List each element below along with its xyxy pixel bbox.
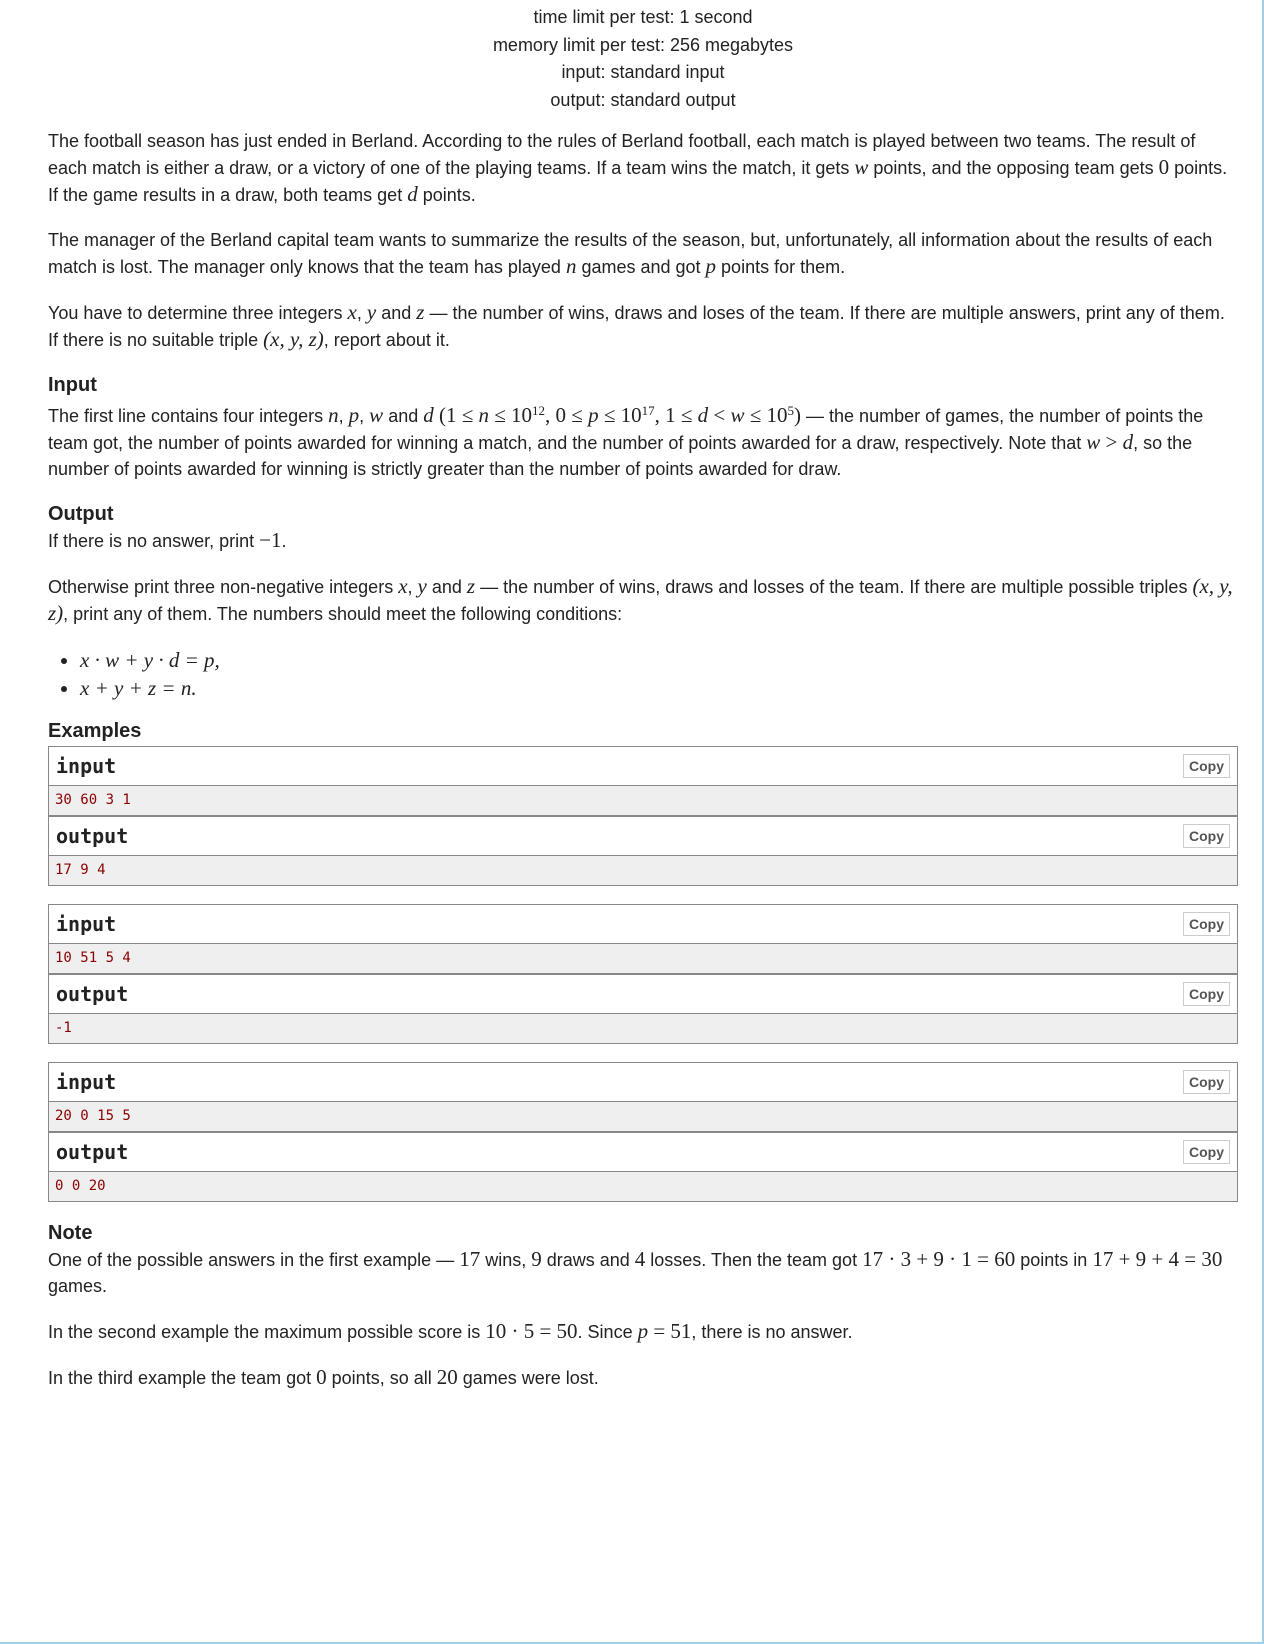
math: p <box>637 1319 649 1343</box>
text: points, so all <box>326 1368 437 1388</box>
math: x <box>398 574 408 598</box>
text: games and got <box>576 257 706 277</box>
output-header <box>49 816 1237 856</box>
math: n <box>565 254 577 278</box>
math: y <box>417 574 427 598</box>
input-header <box>49 747 1237 786</box>
text: points in <box>1015 1250 1093 1270</box>
text: wins, <box>480 1250 532 1270</box>
sample-output: -1 <box>49 1014 1237 1043</box>
math: , 1 ≤ <box>654 403 698 427</box>
text: games were lost. <box>457 1368 599 1388</box>
text: and <box>383 406 424 426</box>
text: The first line contains four integers <box>48 406 329 426</box>
paragraph <box>48 299 1238 353</box>
text: . <box>281 531 287 551</box>
math: 17 · 3 + 9 · 1 = 60 <box>862 1247 1016 1271</box>
section-title: Examples <box>48 720 142 742</box>
math: p <box>588 403 599 427</box>
input-header <box>49 1063 1237 1102</box>
sample-test <box>48 904 1238 1044</box>
problem-statement <box>48 4 1238 1410</box>
text: draws and <box>541 1250 635 1270</box>
text: — the number of games, the number of points the team got, the number of points awarded for winning a match, and the number of points awarded for a draw, respectively. Note that <box>48 406 1204 453</box>
text: . Since <box>577 1322 638 1342</box>
text: and <box>426 577 467 597</box>
output-header <box>49 1132 1237 1172</box>
section-title: Input <box>48 374 97 396</box>
legend <box>48 128 1238 353</box>
math: z <box>466 574 476 598</box>
copy-output-button[interactable]: Copy <box>1183 1140 1230 1164</box>
math: > <box>1100 430 1123 454</box>
math: 20 <box>436 1365 458 1389</box>
note <box>48 1220 1238 1391</box>
math: , 0 ≤ <box>545 403 589 427</box>
section-title: Output <box>48 503 114 525</box>
sample-tests <box>48 718 1238 1202</box>
text: If there is no answer, print <box>48 531 260 551</box>
paragraph <box>48 527 1238 554</box>
sample-input: 30 60 3 1 <box>49 786 1237 816</box>
math: 0 <box>1158 155 1170 179</box>
output-header <box>49 974 1237 1014</box>
math: ≤ 10 <box>744 403 788 427</box>
math: p <box>705 254 717 278</box>
math: d <box>697 403 709 427</box>
text: points. If the game results in a draw, both teams get <box>48 158 1228 205</box>
text: One of the possible answers in the first example — <box>48 1250 460 1270</box>
output-specification <box>48 501 1238 702</box>
math: d <box>1122 430 1134 454</box>
text: You have to determine three integers <box>48 303 348 323</box>
paragraph <box>48 1318 1238 1345</box>
text: The manager of the Berland capital team wants to summarize the results of the season, but, unfortunately, all information about the results of each match is lost. The manager only knows that the team has played <box>48 230 1213 277</box>
math: < <box>708 403 731 427</box>
math: d <box>407 182 418 206</box>
section-title: Note <box>48 1222 93 1244</box>
text: , <box>338 406 349 426</box>
output-label: output <box>56 1140 129 1164</box>
copy-input-button[interactable]: Copy <box>1183 754 1230 778</box>
text: — the number of wins, draws and loses of the team. If there are multiple answers, print any of them. If there is no suitable triple <box>48 303 1225 350</box>
sample-output: 17 9 4 <box>49 856 1237 885</box>
math: (x, y, z) <box>263 327 324 351</box>
output-label: output <box>56 982 129 1006</box>
math: 0 <box>316 1365 327 1389</box>
copy-output-button[interactable]: Copy <box>1183 824 1230 848</box>
text: — the number of wins, draws and losses of the team. If there are multiple possible triples <box>475 577 1193 597</box>
text: In the third example the team got <box>48 1368 317 1388</box>
text: losses. Then the team got <box>645 1250 863 1270</box>
math: −1 <box>259 528 282 552</box>
conditions-list <box>48 646 1238 702</box>
input-header <box>49 905 1237 944</box>
math: n <box>478 403 490 427</box>
sample-input: 20 0 15 5 <box>49 1102 1237 1132</box>
text: , so the number of points awarded for winning is strictly greater than the number of points awarded for draw. <box>48 433 1193 479</box>
paragraph <box>48 398 1238 482</box>
input-label: input <box>56 912 117 936</box>
math: (1 ≤ <box>433 403 479 427</box>
math: w <box>1086 430 1101 454</box>
sample-test <box>48 1062 1238 1202</box>
text: points. <box>417 185 476 205</box>
sample-test <box>48 746 1238 886</box>
math: ) <box>794 403 802 427</box>
text: , report about it. <box>323 330 450 350</box>
text: , print any of them. The numbers should meet the following conditions: <box>63 604 623 624</box>
output-label: output <box>56 824 129 848</box>
math: 17 + 9 + 4 = 30 <box>1092 1247 1223 1271</box>
math-superscript: 5 <box>787 403 795 418</box>
time-limit: time limit per test: 1 second <box>533 7 753 27</box>
math: 4 <box>634 1247 646 1271</box>
paragraph <box>48 1364 1238 1391</box>
memory-limit: memory limit per test: 256 megabytes <box>492 34 794 55</box>
paragraph <box>48 1246 1238 1299</box>
math-superscript: 12 <box>532 403 546 418</box>
math: = 51 <box>648 1319 692 1343</box>
text: In the second example the maximum possible score is <box>48 1322 486 1342</box>
copy-output-button[interactable]: Copy <box>1183 982 1230 1006</box>
input-file: input: standard input <box>561 62 725 82</box>
sample-output: 0 0 20 <box>49 1172 1237 1201</box>
input-label: input <box>56 1070 117 1094</box>
math: x <box>347 300 357 324</box>
math: w <box>369 403 384 427</box>
text: points for them. <box>716 257 846 277</box>
text: games. <box>48 1276 108 1296</box>
copy-input-button[interactable]: Copy <box>1183 1070 1230 1094</box>
math: y <box>366 300 377 324</box>
math: ≤ 10 <box>489 403 533 427</box>
text: , <box>356 303 367 323</box>
condition: • x · w + y · d = p, <box>80 646 1238 674</box>
condition: • x + y + z = n. <box>80 674 1238 702</box>
text: and <box>376 303 417 323</box>
sample-input: 10 51 5 4 <box>49 944 1237 974</box>
input-specification <box>48 372 1238 482</box>
problem-header <box>48 4 1238 114</box>
math: ≤ 10 <box>598 403 642 427</box>
text: , <box>407 577 418 597</box>
text: , <box>359 406 370 426</box>
text: points, and the opposing team gets <box>868 158 1159 178</box>
math: w <box>854 155 869 179</box>
math: z <box>416 300 425 324</box>
math: w <box>730 403 745 427</box>
copy-input-button[interactable]: Copy <box>1183 912 1230 936</box>
input-label: input <box>56 754 117 778</box>
math: 17 <box>459 1247 481 1271</box>
math: (x, y, z) <box>48 574 1233 625</box>
output-file: output: standard output <box>550 89 736 110</box>
math: n <box>328 403 339 427</box>
text: , there is no answer. <box>691 1322 853 1342</box>
math-superscript: 17 <box>641 403 655 418</box>
paragraph <box>48 227 1238 280</box>
math: 10 · 5 = 50 <box>485 1319 578 1343</box>
text: The football season has just ended in Berland. According to the rules of Berland football, each match is played between two teams. The result of each match is either a draw, or a victory of one of the playing teams. If a team wins the match, it gets <box>48 131 1196 178</box>
math: d <box>423 403 434 427</box>
math: p <box>348 403 360 427</box>
math: 9 <box>531 1247 542 1271</box>
text: Otherwise print three non-negative integers <box>48 577 399 597</box>
paragraph <box>48 573 1238 627</box>
paragraph <box>48 128 1238 208</box>
